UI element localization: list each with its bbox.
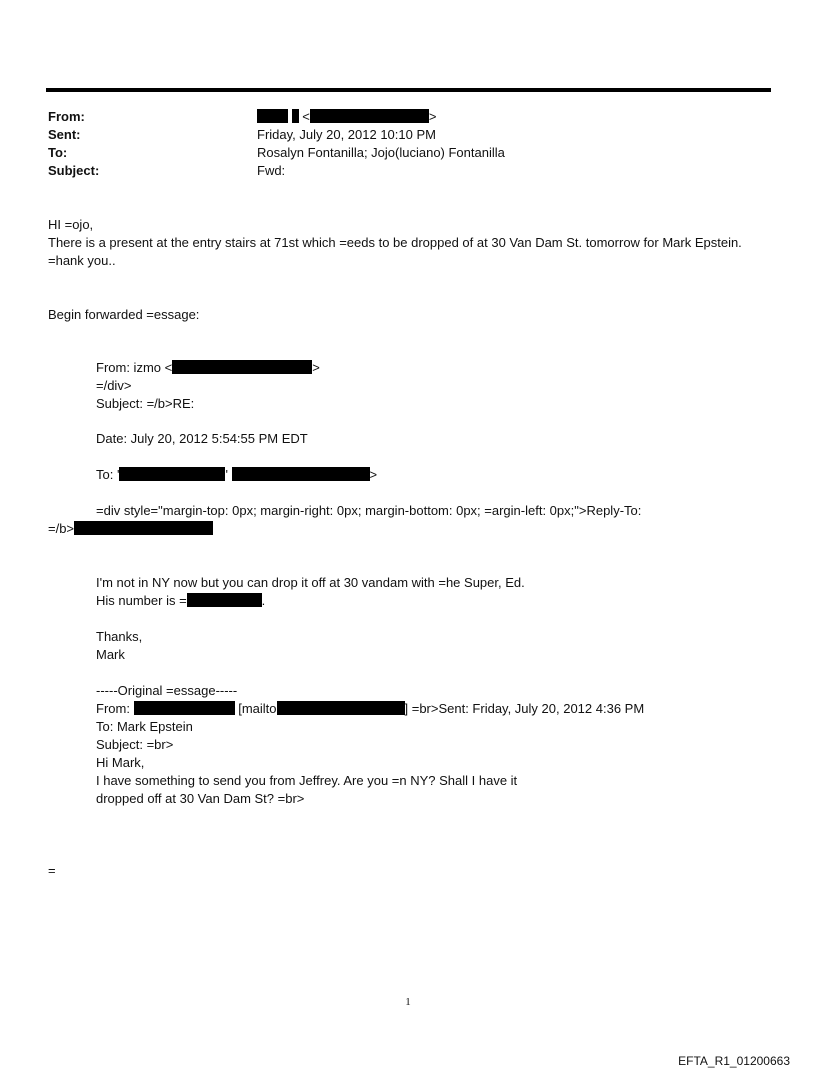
header-rule: [46, 88, 771, 92]
redaction-block: [74, 521, 213, 535]
redaction-block: [119, 467, 228, 482]
from-value: [257, 108, 436, 126]
sent-value: Friday, July 20, 2012 10:10 PM: [257, 127, 436, 142]
fwd-b-close: =/b>: [48, 521, 75, 536]
from-row: [48, 108, 768, 126]
to-value: Rosalyn Fontanilla; Jojo(luciano) Fontanilla: [257, 145, 505, 160]
orig-line-1: I have something to send you from Jeffrey. Are you =n NY? Shall I have it: [96, 773, 518, 788]
from-label: From:: [48, 109, 85, 124]
reply-number-suffix: .: [261, 593, 266, 608]
message-text: There is a present at the entry stairs at 71st which =eeds to be dropped of at 30 Van Dam St. tomorrow for Mark Epstein. =hank you..: [48, 235, 742, 268]
from-open-bracket: <: [302, 109, 310, 124]
fwd-div-style: =div style="margin-top: 0px; margin-right: 0px; margin-bottom: 0px; =argin-left: 0px;">Reply-To:: [96, 503, 642, 518]
redaction-block: [232, 467, 370, 481]
fwd-subject: Subject: =/b>RE:: [96, 396, 195, 411]
page-number: 1: [405, 996, 411, 1008]
fwd-from-line: [96, 359, 320, 377]
document-id: EFTA_R1_01200663: [678, 1054, 790, 1068]
fwd-from-prefix: From: izmo <: [96, 360, 173, 375]
orig-subject: Subject: =br>: [96, 737, 174, 752]
redaction-block: [257, 109, 288, 123]
orig-greeting: Hi Mark,: [96, 755, 145, 770]
from-close-bracket: >: [428, 109, 437, 124]
redaction-block: [310, 109, 429, 123]
thanks: Thanks,: [96, 629, 143, 644]
subject-row: [48, 162, 768, 180]
trailing-equals: =: [48, 863, 56, 878]
redaction-block: [277, 701, 405, 715]
fwd-b-close-line: [48, 520, 213, 538]
orig-mailto: [mailto: [238, 701, 277, 716]
to-label: To:: [48, 145, 68, 160]
fwd-div-close: =/div>: [96, 378, 132, 393]
orig-to: To: Mark Epstein: [96, 719, 193, 734]
orig-from-suffix: ] =br>Sent: Friday, July 20, 2012 4:36 PM: [404, 701, 645, 716]
message-body: [48, 216, 768, 270]
fwd-from-suffix: >: [312, 360, 320, 375]
orig-from-prefix: From:: [96, 701, 130, 716]
reply-line-1: I'm not in NY now but you can drop it off at 30 vandam with =he Super, Ed.: [96, 575, 525, 590]
email-header: [48, 108, 768, 180]
fwd-to-suffix: >: [369, 467, 378, 482]
signature: Mark: [96, 647, 125, 662]
redaction-block: [172, 360, 312, 374]
redaction-block: [187, 593, 262, 607]
redaction-block: [292, 109, 299, 123]
subject-label: Subject:: [48, 163, 100, 178]
greeting: HI =ojo,: [48, 217, 94, 232]
sent-row: [48, 126, 768, 144]
begin-forwarded: Begin forwarded =essage:: [48, 307, 200, 322]
to-row: [48, 144, 768, 162]
orig-from-line: [96, 700, 644, 718]
reply-number-prefix: His number is =: [96, 593, 187, 608]
original-message-header: -----Original =essage-----: [96, 683, 238, 698]
fwd-to-mid: ': [225, 467, 228, 482]
sent-label: Sent:: [48, 127, 81, 142]
fwd-date: Date: July 20, 2012 5:54:55 PM EDT: [96, 431, 308, 446]
fwd-to-line: [96, 466, 377, 484]
fwd-to-prefix: To: ': [96, 467, 120, 482]
reply-line-2: [96, 592, 265, 610]
subject-value: Fwd:: [257, 163, 286, 178]
redaction-block: [134, 701, 235, 715]
orig-line-2: dropped off at 30 Van Dam St? =br>: [96, 791, 305, 806]
